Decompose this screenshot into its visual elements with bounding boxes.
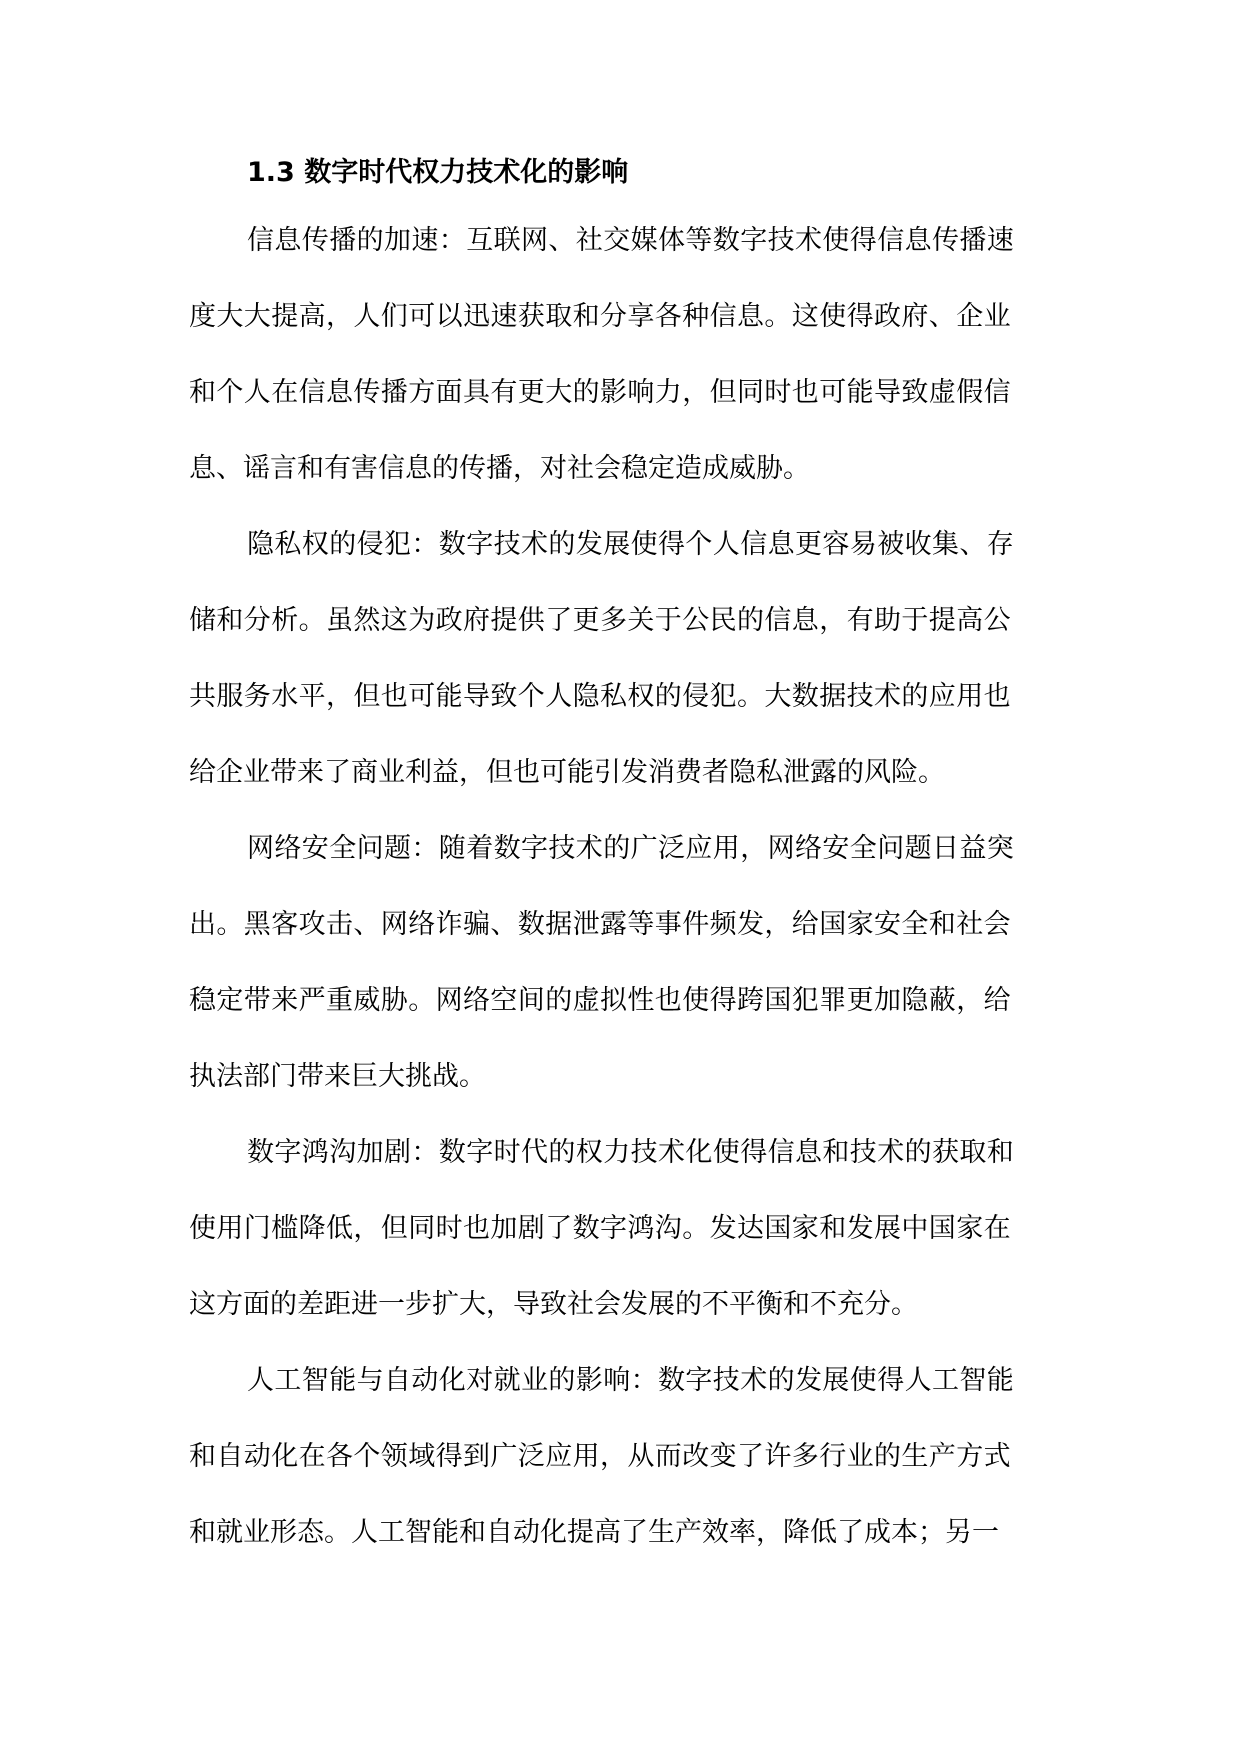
paragraph [189, 1343, 1053, 1571]
paragraph-first-line: 网络安全问题：随着数字技术的广泛应用，网络安全问题日益突 [247, 833, 1015, 864]
paragraph [189, 1115, 1053, 1343]
paragraph [189, 507, 1053, 811]
paragraph [189, 203, 1053, 507]
paragraph-line: 和自动化在各个领域得到广泛应用，从而改变了许多行业的生产方式 [189, 1441, 1011, 1472]
paragraph-line: 出。黑客攻击、网络诈骗、数据泄露等事件频发，给国家安全和社会 [189, 909, 1011, 940]
paragraph-line: 使用门槛降低，但同时也加剧了数字鸿沟。发达国家和发展中国家在 [189, 1213, 1011, 1244]
paragraph-line: 和个人在信息传播方面具有更大的影响力，但同时也可能导致虚假信 [189, 377, 1011, 408]
paragraph-line: 共服务水平，但也可能导致个人隐私权的侵犯。大数据技术的应用也 [189, 681, 1011, 712]
paragraph-first-line: 人工智能与自动化对就业的影响：数字技术的发展使得人工智能 [247, 1365, 1015, 1396]
paragraph-line: 这方面的差距进一步扩大，导致社会发展的不平衡和不充分。 [189, 1289, 918, 1320]
section-heading: 1.3 数字时代权力技术化的影响 [247, 157, 629, 188]
paragraph-first-line: 数字鸿沟加剧：数字时代的权力技术化使得信息和技术的获取和 [247, 1137, 1015, 1168]
paragraph-line: 和就业形态。人工智能和自动化提高了生产效率，降低了成本；另一 [189, 1517, 999, 1548]
document-content [189, 143, 1053, 1571]
paragraph-line: 执法部门带来巨大挑战。 [189, 1061, 486, 1092]
paragraph-line: 息、谣言和有害信息的传播，对社会稳定造成威胁。 [189, 453, 810, 484]
paragraph-list [189, 203, 1053, 1571]
paragraph [189, 811, 1053, 1115]
paragraph-first-line: 隐私权的侵犯：数字技术的发展使得个人信息更容易被收集、存 [247, 529, 1015, 560]
paragraph-line: 储和分析。虽然这为政府提供了更多关于公民的信息，有助于提高公 [189, 605, 1011, 636]
paragraph-line: 给企业带来了商业利益，但也可能引发消费者隐私泄露的风险。 [189, 757, 945, 788]
paragraph-line: 稳定带来严重威胁。网络空间的虚拟性也使得跨国犯罪更加隐蔽，给 [189, 985, 1011, 1016]
paragraph-line: 度大大提高，人们可以迅速获取和分享各种信息。这使得政府、企业 [189, 301, 1011, 332]
paragraph-first-line: 信息传播的加速：互联网、社交媒体等数字技术使得信息传播速 [247, 225, 1015, 256]
